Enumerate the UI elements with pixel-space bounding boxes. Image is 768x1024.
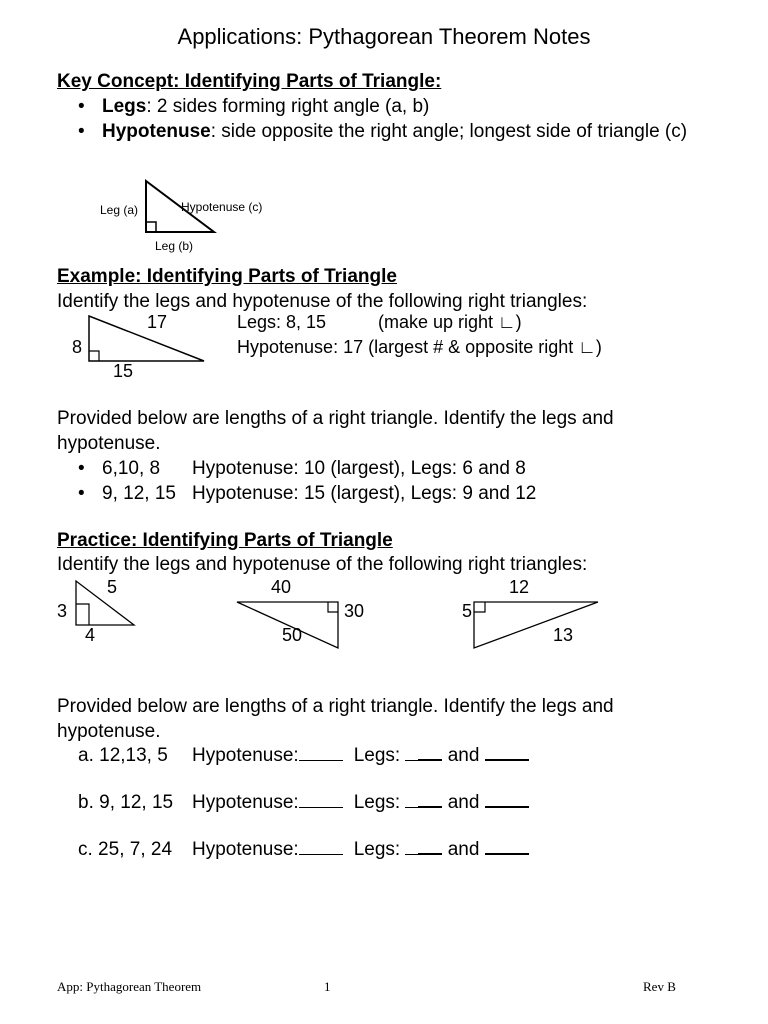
hypotenuse-label: Hypotenuse: (192, 745, 299, 766)
exercise-row-b (78, 791, 529, 815)
exercise-row-c (78, 838, 529, 862)
practice-triangle-3 (474, 602, 598, 648)
right-angle-marker (76, 604, 89, 625)
provided-text-line1: Provided below are lengths of a right triangle. Identify the legs and (57, 408, 614, 429)
leg1-answer-blank-b[interactable] (418, 806, 442, 808)
example-label-left: 8 (72, 337, 83, 357)
example-instruction: Identify the legs and hypotenuse of the following right triangles: (57, 291, 588, 312)
leg1-answer-blank-a[interactable] (405, 760, 418, 761)
bullet-text: : side opposite the right angle; longest side of triangle (c) (210, 121, 688, 142)
practice-t3-label-top: 12 (509, 577, 530, 597)
practice-t2-label-hyp: 50 (282, 625, 303, 645)
bullet-text: : 2 sides forming right angle (a, b) (146, 96, 430, 117)
leg1-answer-blank-b[interactable] (418, 853, 442, 855)
footer-revision: Rev B (643, 979, 676, 994)
example-heading: Example: Identifying Parts of Triangle (57, 266, 397, 287)
practice-t3-label-left: 5 (462, 601, 473, 621)
right-angle-marker (474, 602, 485, 612)
practice-heading: Practice: Identifying Parts of Triangle (57, 530, 393, 551)
practice-t1-label-hyp: 5 (107, 577, 118, 597)
footer-left: App: Pythagorean Theorem (57, 979, 202, 994)
leg2-answer-blank[interactable] (485, 759, 529, 761)
practice-t2-label-right: 30 (344, 601, 365, 621)
example-label-top: 17 (147, 312, 168, 332)
practice-instruction: Identify the legs and hypotenuse of the following right triangles: (57, 554, 588, 575)
provided-item-answer: Hypotenuse: 15 (largest), Legs: 9 and 12 (192, 483, 537, 504)
practice-t1-label-bottom: 4 (85, 625, 96, 645)
key-concept-heading: Key Concept: Identifying Parts of Triangle: (57, 71, 442, 92)
provided-item-values: 9, 12, 15 (102, 483, 176, 504)
leg2-answer-blank[interactable] (485, 853, 529, 855)
exercise-prefix: a. 12,13, 5 (78, 745, 168, 766)
exercise-prefix: b. 9, 12, 15 (78, 792, 174, 813)
and-label: and (447, 745, 480, 766)
provided-text-line2: hypotenuse. (57, 433, 161, 454)
leg1-answer-blank-a[interactable] (405, 807, 418, 808)
and-label: and (447, 792, 480, 813)
exercise-prefix: c. 25, 7, 24 (78, 839, 173, 860)
provided-item-answer: Hypotenuse: 10 (largest), Legs: 6 and 8 (192, 458, 526, 479)
example-hyp-note: (largest # & opposite right ∟) (368, 337, 602, 357)
bullet-term: Hypotenuse (102, 121, 211, 142)
example-legs-note: (make up right ∟) (378, 312, 522, 332)
exercise-row-a (78, 744, 529, 768)
practice-t3-label-hyp: 13 (553, 625, 574, 645)
leg1-answer-blank-a[interactable] (405, 854, 418, 855)
hypotenuse-answer-blank[interactable] (299, 854, 343, 855)
right-angle-marker (328, 602, 338, 612)
diagram-hypotenuse-label: Hypotenuse (c) (181, 200, 263, 214)
example-label-bottom: 15 (113, 361, 134, 381)
leg2-answer-blank[interactable] (485, 806, 529, 808)
practice-t1-label-left: 3 (57, 601, 68, 621)
provided-item-values: 6,10, 8 (102, 458, 161, 479)
hypotenuse-label: Hypotenuse: (192, 839, 299, 860)
example-legs-answer: Legs: 8, 15 (237, 312, 327, 332)
hypotenuse-answer-blank[interactable] (299, 760, 343, 761)
footer-page-number: 1 (324, 979, 331, 994)
practice-t2-label-top: 40 (271, 577, 292, 597)
practice-triangle-1 (76, 581, 134, 625)
page-title: Applications: Pythagorean Theorem Notes (177, 24, 591, 49)
diagram-leg-b-label: Leg (b) (155, 239, 194, 253)
legs-label: Legs: (353, 792, 401, 813)
leg1-answer-blank-b[interactable] (418, 759, 442, 761)
legs-label: Legs: (353, 745, 401, 766)
provided2-text-line2: hypotenuse. (57, 721, 161, 742)
provided2-text-line1: Provided below are lengths of a right triangle. Identify the legs and (57, 696, 614, 717)
hypotenuse-answer-blank[interactable] (299, 807, 343, 808)
diagram-leg-a-label: Leg (a) (100, 203, 139, 217)
hypotenuse-label: Hypotenuse: (192, 792, 299, 813)
legs-label: Legs: (353, 839, 401, 860)
example-hyp-text: Hypotenuse: 17 (237, 337, 364, 357)
and-label: and (447, 839, 480, 860)
bullet-term: Legs (102, 96, 147, 117)
